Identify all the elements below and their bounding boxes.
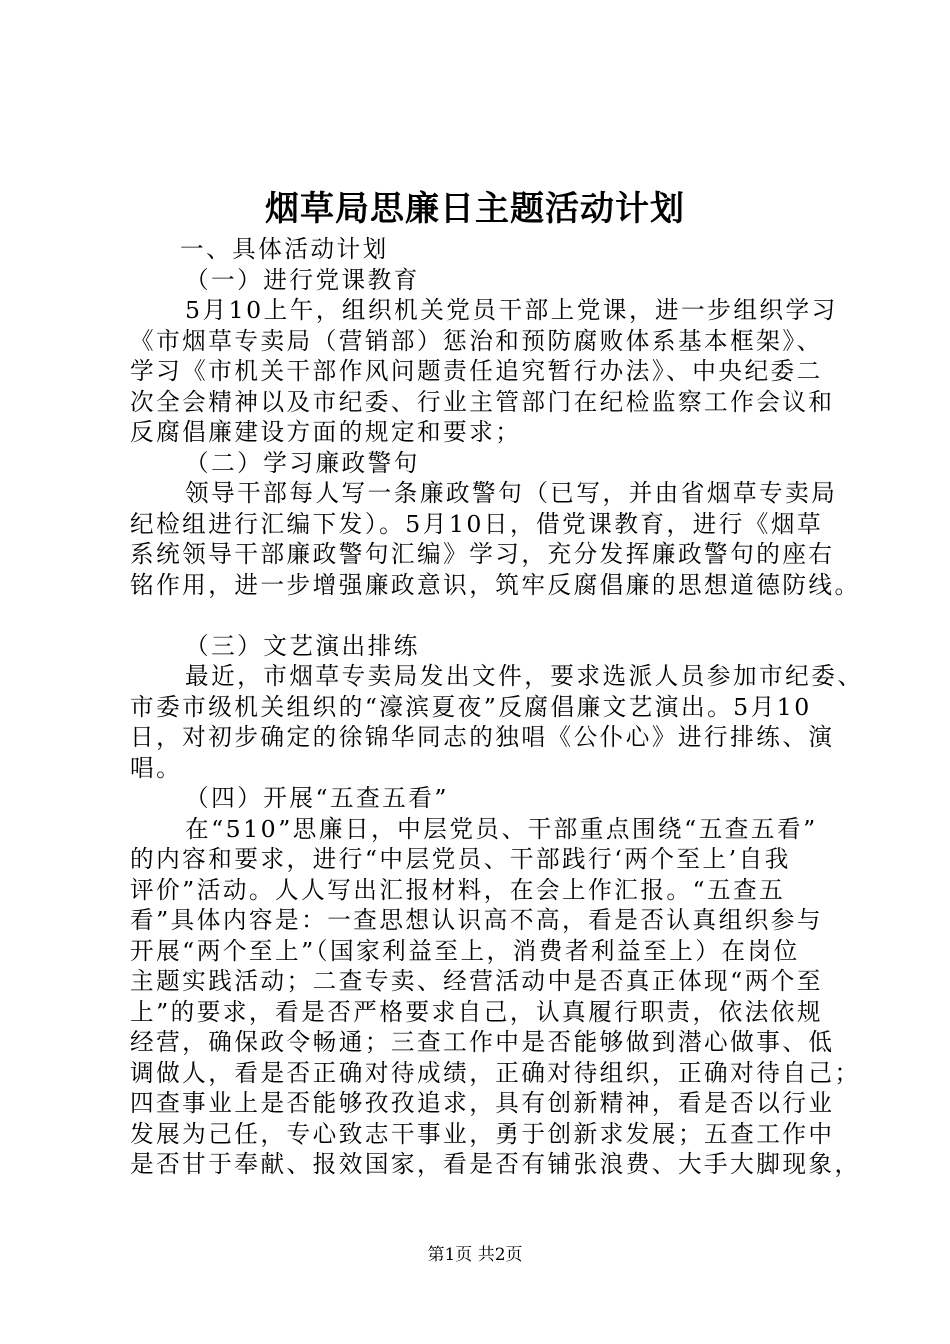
paragraph-line: 上”的要求，看是否严格要求自己，认真履行职责，依法依规 [130, 997, 823, 1026]
document-body [130, 234, 864, 1180]
paragraph-line: 看”具体内容是：一查思想认识高不高，看是否认真组织参与 [130, 906, 823, 934]
document-title: 烟草局思廉日主题活动计划 [265, 189, 685, 229]
paragraph-line: 是否甘于奉献、报效国家，看是否有铺张浪费、大手大脚现象， [130, 1150, 861, 1178]
paragraph-line: 主题实践活动；二查专卖、经营活动中是否真正体现“两个至 [130, 967, 823, 995]
subsection-heading: （二）学习廉政警句 [185, 448, 420, 477]
paragraph-line: 日，对初步确定的徐锦华同志的独唱《公仆心》进行排练、演 [130, 723, 835, 751]
paragraph-line: 反腐倡廉建设方面的规定和要求； [130, 418, 522, 446]
paragraph-line: 四查事业上是否能够孜孜追求，具有创新精神，看是否以行业 [130, 1089, 835, 1117]
blank-line [130, 600, 850, 631]
paragraph-line: 发展为己任，专心致志干事业，勇于创新求发展；五查工作中 [130, 1119, 835, 1148]
paragraph-line: 5月10上午，组织机关党员干部上党课，进一步组织学习 [185, 296, 838, 324]
subsection-heading: （三）文艺演出排练 [185, 631, 420, 660]
paragraph-line: 《市烟草专卖局（营销部）惩治和预防腐败体系基本框架》、 [130, 326, 823, 355]
paragraph-line: 最近，市烟草专卖局发出文件，要求选派人员参加市纪委、 [185, 662, 864, 690]
paragraph-line: 次全会精神以及市纪委、行业主管部门在纪检监察工作会议和 [130, 387, 835, 416]
paragraph-line: 唱。 [130, 753, 183, 782]
paragraph-line: 评价”活动。人人写出汇报材料，在会上作汇报。“五查五 [130, 875, 786, 904]
paragraph-line: 市委市级机关组织的“濠滨夏夜”反腐倡廉文艺演出。5月10 [130, 692, 812, 721]
subsection-heading: （一）进行党课教育 [185, 265, 420, 294]
section-heading: 一、具体活动计划 [180, 235, 389, 263]
paragraph-line: 系统领导干部廉政警句汇编》学习，充分发挥廉政警句的座右 [130, 540, 835, 568]
paragraph-line: 铭作用，进一步增强廉政意识，筑牢反腐倡廉的思想道德防线。 [130, 570, 861, 599]
paragraph-line: 领导干部每人写一条廉政警句（已写，并由省烟草专卖局 [185, 479, 838, 507]
paragraph-line: 在“510”思廉日，中层党员、干部重点围绕“五查五看” [185, 814, 818, 843]
page-number-footer: 第1页 共2页 [427, 1245, 523, 1265]
paragraph-line: 开展“两个至上”（国家利益至上，消费者利益至上）在岗位 [130, 936, 800, 965]
paragraph-line: 调做人，看是否正确对待成绩，正确对待组织，正确对待自己； [130, 1058, 861, 1087]
paragraph-line: 纪检组进行汇编下发）。5月10日，借党课教育，进行《烟草 [130, 509, 824, 538]
paragraph-line: 经营，确保政令畅通；三查工作中是否能够做到潜心做事、低 [130, 1028, 835, 1056]
subsection-heading: （四）开展“五查五看” [185, 784, 449, 812]
paragraph-line: 学习《市机关干部作风问题责任追究暂行办法》、中央纪委二 [130, 357, 823, 385]
paragraph-line: 的内容和要求，进行“中层党员、干部践行‘两个至上’自我 [130, 845, 791, 873]
